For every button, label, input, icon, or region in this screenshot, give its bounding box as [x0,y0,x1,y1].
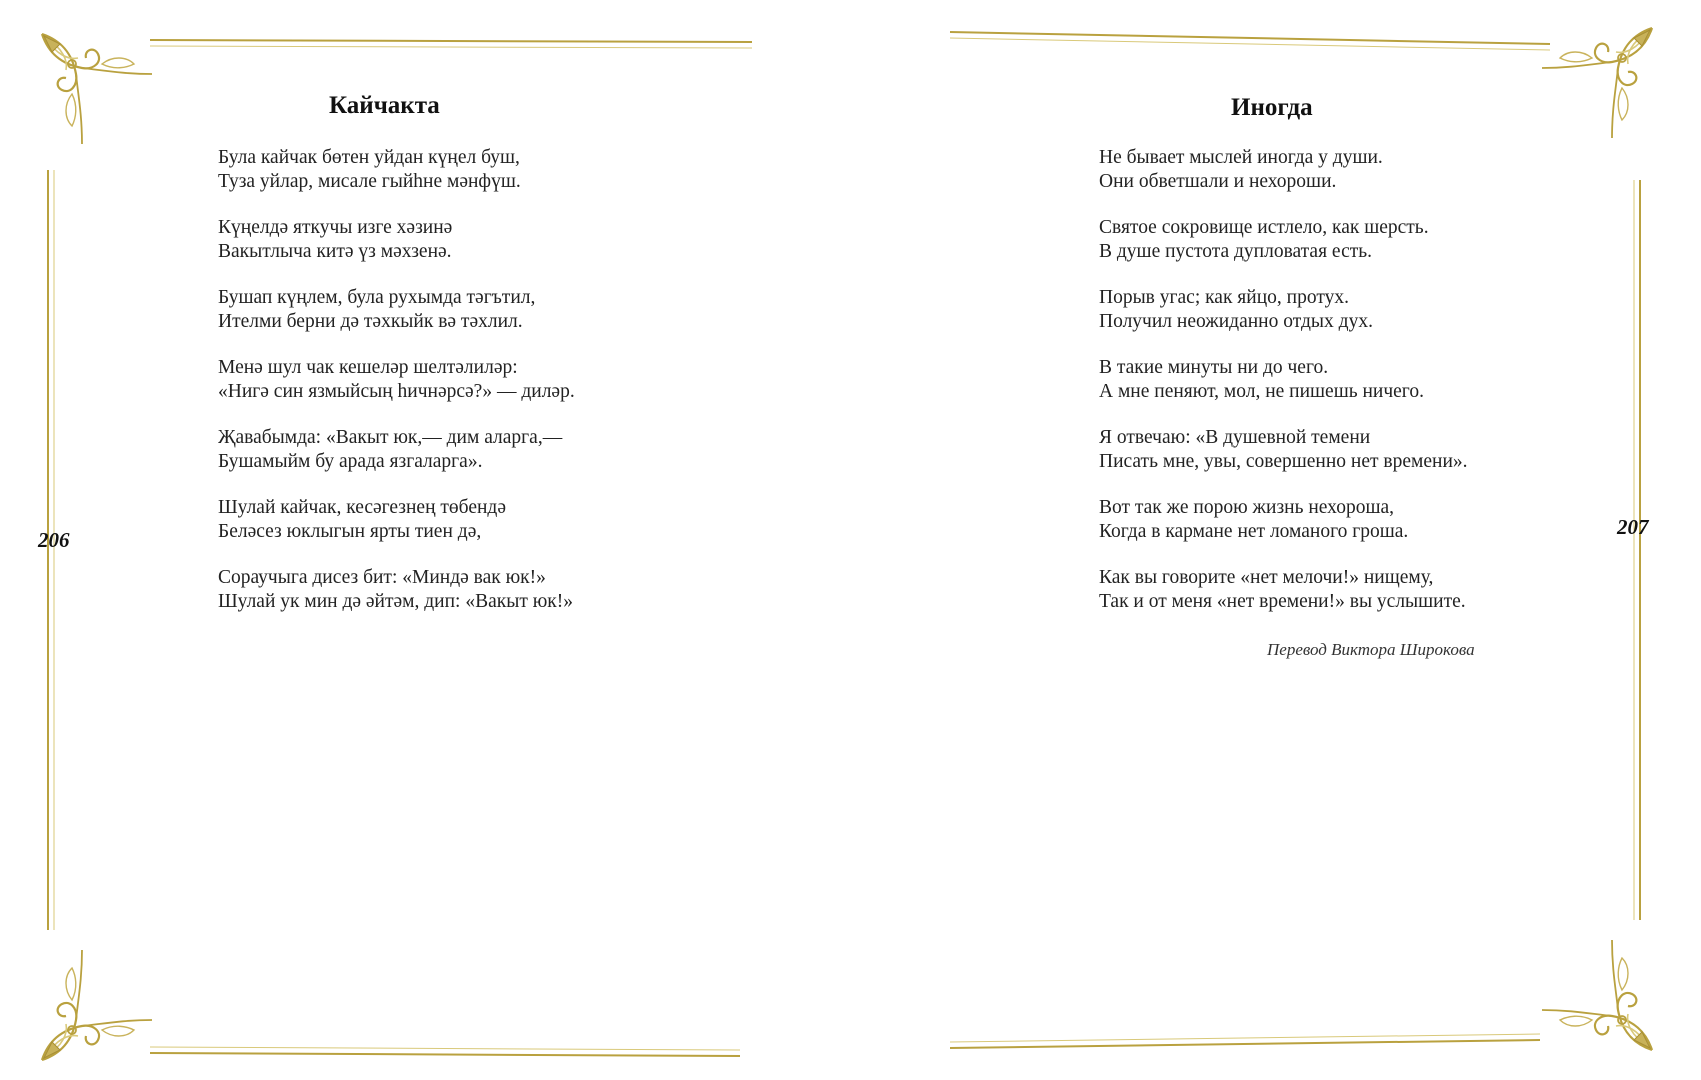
translator-credit: Перевод Виктора Широкова [1267,640,1475,659]
poem-line: Шулай кайчак, кесәгезнең төбендә [218,497,506,518]
stanza [1099,426,1639,474]
poem-body [1099,146,1639,636]
stanza [1099,496,1639,544]
poem-line: Святое сокровище истлело, как шерсть. [1099,217,1429,238]
poem-line: Порыв угас; как яйцо, протух. [1099,287,1349,308]
poem-line: Күңелдә яткучы изге хәзинә [218,217,453,238]
poem-line: Шулай ук мин дә әйтәм, дип: «Вакыт юк!» [218,591,574,612]
stanza [1099,566,1639,614]
poem-line: Как вы говорите «нет мелочи!» нищему, [1099,567,1434,588]
poem-line: Була кайчак бөтен уйдан күңел буш, [218,147,520,168]
poem-title: Кайчакта [329,92,440,119]
poem-line: Туза уйлар, мисале гыйһне мәнфүш. [218,171,521,192]
poem-line: В душе пустота дупловатая есть. [1099,241,1373,262]
stanza [218,426,738,474]
poem-line: Они обветшали и нехороши. [1099,171,1337,192]
stanza [218,286,738,334]
poem-line: Когда в кармане нет ломаного гроша. [1099,521,1409,542]
poem-line: В такие минуты ни до чего. [1099,357,1329,378]
page-number: 207 [1617,515,1649,539]
stanza [218,496,738,544]
right-page [945,0,1701,1080]
poem-line: Менә шул чак кешеләр шелтәлиләр: [218,357,518,378]
stanza [218,356,738,404]
poem-line: Получил неожиданно отдых дух. [1099,311,1373,332]
stanza [218,216,738,264]
poem-line: Писать мне, увы, совершенно нет времени». [1099,451,1468,472]
poem-title: Иногда [1231,94,1313,121]
stanza [1099,216,1639,264]
stanza [1099,356,1639,404]
poem-line: Вот так же порою жизнь нехороша, [1099,497,1394,518]
poem-line: А мне пеняют, мол, не пишешь ничего. [1099,381,1424,402]
poem-line: Бушамыйм бу арада язгаларга». [218,451,483,472]
poem-line: Җавабымда: «Вакыт юк,— дим аларга,— [218,427,563,448]
poem-line: Бушап күңлем, була рухымда тәгътил, [218,287,536,308]
stanza [1099,146,1639,194]
stanza [1099,286,1639,334]
stanza [218,566,738,614]
poem-line: «Нигә син язмыйсың һичнәрсә?» — диләр. [218,381,575,402]
page-number: 206 [38,528,70,552]
stanza [218,146,738,194]
poem-line: Беләсез юклыгын ярты тиен дә, [218,521,482,542]
left-page [0,0,760,1080]
poem-body [218,146,738,636]
poem-line: Так и от меня «нет времени!» вы услышите. [1099,591,1466,612]
poem-line: Я отвечаю: «В душевной темени [1099,427,1371,448]
poem-line: Ителми берни дә тәхкыйк вә тәхлил. [218,311,523,332]
poem-line: Сораучыга дисез бит: «Миндә вак юк!» [218,567,546,588]
poem-line: Вакытлыча китә үз мәхзенә. [218,241,452,262]
poem-line: Не бывает мыслей иногда у души. [1099,147,1383,168]
